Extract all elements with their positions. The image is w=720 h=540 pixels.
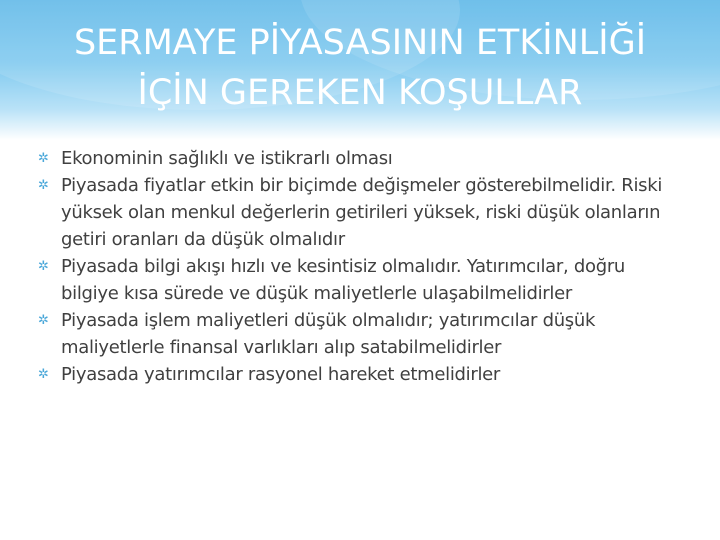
bullet-item [38, 172, 678, 253]
slide-title-line-2: İÇİN GEREKEN KOŞULLAR [137, 73, 583, 113]
asterisk-bullet-icon: ✲ [38, 178, 49, 193]
bullet-item [38, 145, 678, 172]
bullet-text: Piyasada bilgi akışı hızlı ve kesintisiz olmalıdır. Yatırımcılar, doğru bilgiye kısa sürede ve düşük maliyetlerle ulaşabilmelidirler [61, 256, 626, 304]
asterisk-bullet-icon: ✲ [38, 151, 49, 166]
slide-title [20, 18, 700, 118]
bullet-text: Piyasada fiyatlar etkin bir biçimde değişmeler gösterebilmelidir. Riski yüksek olan menkul değerlerin getirileri yüksek, riski düşük olanların getiri oranları da düşük olmalıdır [61, 175, 663, 250]
bullet-text: Piyasada yatırımcılar rasyonel hareket etmelidirler [61, 364, 501, 385]
slide-title-line-1: SERMAYE PİYASASININ ETKİNLİĞİ [73, 23, 647, 63]
asterisk-bullet-icon: ✲ [38, 313, 49, 328]
bullet-item [38, 307, 678, 361]
asterisk-bullet-icon: ✲ [38, 367, 49, 382]
bullet-list [38, 145, 678, 388]
bullet-item [38, 253, 678, 307]
asterisk-bullet-icon: ✲ [38, 259, 49, 274]
bullet-text: Piyasada işlem maliyetleri düşük olmalıdır; yatırımcılar düşük maliyetlerle finansal varlıkları alıp satabilmelidirler [61, 310, 596, 358]
bullet-text: Ekonominin sağlıklı ve istikrarlı olması [61, 148, 393, 169]
bullet-item [38, 361, 678, 388]
